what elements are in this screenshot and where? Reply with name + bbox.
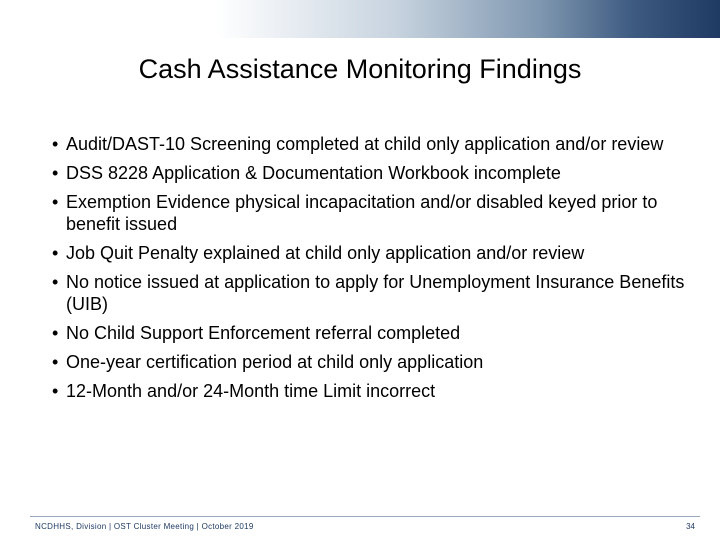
bullet-icon: • bbox=[52, 352, 59, 372]
list-item-text: Audit/DAST-10 Screening completed at child only application and/or review bbox=[66, 134, 664, 154]
bullet-icon: • bbox=[52, 192, 59, 212]
page-number: 34 bbox=[686, 522, 695, 531]
list-item-text: 12-Month and/or 24-Month time Limit incorrect bbox=[66, 381, 436, 401]
slide-title: Cash Assistance Monitoring Findings bbox=[138, 54, 582, 84]
list-item bbox=[50, 133, 690, 155]
findings-list bbox=[50, 133, 690, 409]
list-item-text: One-year certification period at child only application bbox=[66, 352, 484, 372]
list-item bbox=[50, 271, 690, 315]
list-item bbox=[50, 191, 690, 235]
bullet-icon: • bbox=[52, 272, 59, 292]
list-item-text: No notice issued at application to apply for Unemployment Insurance Benefits (UIB) bbox=[66, 272, 685, 314]
list-item-text: No Child Support Enforcement referral completed bbox=[66, 323, 461, 343]
bullet-icon: • bbox=[52, 323, 59, 343]
list-item-text: DSS 8228 Application & Documentation Workbook incomplete bbox=[66, 163, 561, 183]
list-item bbox=[50, 380, 690, 402]
bullet-icon: • bbox=[52, 163, 59, 183]
footer-divider bbox=[30, 516, 700, 517]
list-item bbox=[50, 322, 690, 344]
bullet-icon: • bbox=[52, 243, 59, 263]
list-item bbox=[50, 162, 690, 184]
list-item-text: Exemption Evidence physical incapacitation and/or disabled keyed prior to benefit issued bbox=[66, 192, 658, 234]
bullet-icon: • bbox=[52, 134, 59, 154]
list-item bbox=[50, 351, 690, 373]
header-gradient-band bbox=[0, 0, 720, 38]
list-item-text: Job Quit Penalty explained at child only application and/or review bbox=[66, 243, 585, 263]
list-item bbox=[50, 242, 690, 264]
footer-caption: NCDHHS, Division | OST Cluster Meeting | October 2019 bbox=[35, 522, 254, 531]
bullet-icon: • bbox=[52, 381, 59, 401]
